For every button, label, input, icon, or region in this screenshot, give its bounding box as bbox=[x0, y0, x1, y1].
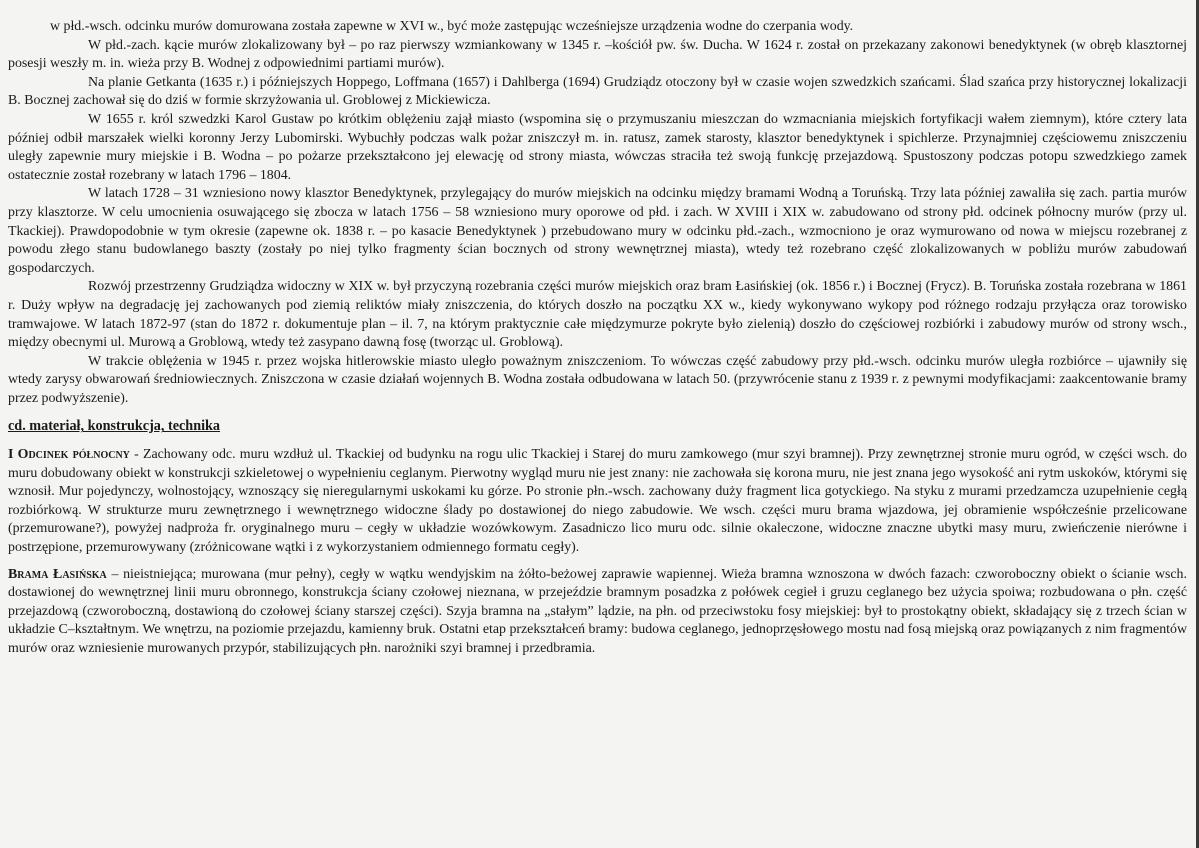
paragraph: W 1655 r. król szwedzki Karol Gustaw po krótkim oblężeniu zajął miasto (wspomina się o przymuszaniu mieszczan do wzmacniania miejskich fortyfikacji wałem ziemnym), które cztery lata później odbił marszałek wielki koronny Jerzy Lubomirski. Wybuchły podczas walk pożar zniszczył m. in. ratusz, zamek starosty, klasztor benedyktynek i spichlerze. Przynajmniej częściowemu zniszczeniu uległy zapewnie mury miejskie i B. Wodna – po pożarze przekształcono jej elewację od strony miasta, wówczas straciła też swoją funkcję przejazdową. Spustoszony podczas potopu szwedzkiego zamek ostatecznie został rozebrany w latach 1796 – 1804. bbox=[8, 111, 1187, 183]
section-heading: cd. materiał, konstrukcja, technika bbox=[8, 418, 221, 435]
section-text: - Zachowany odc. muru wzdłuż ul. Tkackiej od budynku na rogu ulic Tkackiej i Starej do muru zamkowego (mur szyi bramnej). Przy zewnętrznej stronie muru ogród, w części wsch. do muru dobudowany obiekt w konstrukcji szkieletowej o wypełnieniu ceglanym. Pierwotny wygląd muru nie jest znany: nie zachowała się korona muru, nie jest znana jego wysokość ani rytm uskoków, którymi się wznosił. Mur pojedynczy, wolnostojący, wznoszący się nieregularnymi uskokami ku górze. Po stronie płn.-wsch. zachowany duży fragment lica gotyckiego. Na styku z murami przedzamcza uzupełnienie cegłą rozbiórkową. W strukturze muru zewnętrznego i wewnętrznego widoczne ślady po dostawionej do niego zabudowie. We wsch. części muru brama wjazdowa, jej obramienie współcześnie przelicowane (przemurowane?), powyżej nadproża fr. oryginalnego muru – cegły w układzie wozówkowym. Zasadniczo lico muru odc. silnie okaleczone, widoczne znaczne ubytki masy muru, zwieńczenie nierówne i postrzępione, przemurowywany (zróżnicowane wątki i z wykorzystaniem odmiennego formatu cegły). bbox=[8, 447, 1187, 556]
paragraph: Na planie Getkanta (1635 r.) i późniejszych Hoppego, Loffmana (1657) i Dahlberga (1694) Grudziądz otoczony był w czasie wojen szwedzkich szańcami. Ślad szańca przy historycznej lokalizacji B. Bocznej zachował się do dziś w formie skrzyżowania ul. Groblowej z Mickiewicza. bbox=[8, 74, 1187, 109]
section-lasinska-gate bbox=[8, 566, 1187, 659]
paragraph: W latach 1728 – 31 wzniesiono nowy klasztor Benedyktynek, przylegający do murów miejskich na odcinku między bramami Wodną a Toruńską. Trzy lata później zawaliła się zach. partia murów przy klasztorze. W celu umocnienia osuwającego się zbocza w latach 1756 – 58 wzniesiono mury oporowe od płd. i zach. W XVIII i XIX w. zabudowano od strony płd. odcinek północny murów (przy ul. Tkackiej). Prawdopodobnie w tym okresie (zapewne ok. 1838 r. – po kasacie Benedyktynek ) przebudowano mury w odcinku płd.-zach., wzmocniono je oraz wymurowano od nowa w miejscu rozebranej z powodu złego stanu budowlanego baszty (zostały po niej tylko fragmenty ścian bocznych od strony wewnętrznej miasta), wtedy też rozebrano część zlokalizowanych w pobliżu murów zabudowań gospodarczych. bbox=[8, 186, 1187, 276]
paragraph: w płd.-wsch. odcinku murów domurowana została zapewne w XVI w., być może zastępując wcześniejsze urządzenia wodne do czerpania wody. bbox=[50, 19, 854, 34]
section-title: I Odcinek północny bbox=[8, 447, 130, 463]
section-title: Brama Łasińska bbox=[8, 566, 107, 582]
paragraph: Rozwój przestrzenny Grudziądza widoczny w XIX w. był przyczyną rozebrania części murów miejskich oraz bram Łasińskiej (ok. 1856 r.) i Bocznej (Frycz). B. Toruńska została rozebrana w 1861 r. Duży wpływ na degradację jej zachowanych pod ziemią reliktów miały zniszczenia, do których doszło na początku XX w., kiedy wykonywano wykopy pod różnego rodzaju przyłącza oraz torowisko tramwajowe. W latach 1872-97 (stan do 1872 r. dokumentuje plan – il. 7, na którym praktycznie całe międzymurze pokryte było zielenią) doszło do częściowej rozbiórki i zabudowy murów od strony wsch., między obecnymi ul. Murową a Groblową, wtedy też zasypano dawną fosę (tworząc ul. Groblową). bbox=[8, 279, 1187, 351]
paragraph: W trakcie oblężenia w 1945 r. przez wojska hitlerowskie miasto uległo poważnym zniszczeniom. To wówczas część zabudowy przy płd.-wsch. odcinku murów uległa rozbiórce – ujawniły się wtedy zarysy obwarowań średniowiecznych. Zniszczona w czasie działań wojennych B. Wodna została odbudowana w latach 50. (przywrócenie stanu z 1939 r. z pewnymi modyfikacjami: zaakcentowanie bramy przez podwyższenie). bbox=[8, 353, 1187, 406]
section-north-wall bbox=[8, 446, 1187, 558]
paragraph: W płd.-zach. kącie murów zlokalizowany był – po raz pierwszy wzmiankowany w 1345 r. –kościół pw. św. Ducha. W 1624 r. został on przekazany zakonowi benedyktynek (w obręb klasztornej posesji weszły m. in. wieża przy B. Wodnej z odpowiednimi partiami murów). bbox=[8, 37, 1187, 72]
section-text: – nieistniejąca; murowana (mur pełny), cegły w wątku wendyjskim na żółto-beżowej zaprawie wapiennej. Wieża bramna wznoszona w dwóch fazach: czworoboczny obiekt o ścianie wsch. dostawionej do wewnętrznej linii muru obronnego, konstrukcja ściany czołowej nieznana, w przejeździe bramnym posadzka z połówek cegieł i gruzu ceglanego bez użycia spoiwa; rozbudowana o płn. część przejazdową (czworoboczną, dostawioną do czołowej ściany starszej części). Szyja bramna na „stałym” lądzie, na płn. od przeciwstoku fosy miejskiej: był to prostokątny obiekt, składający się z trzech ścian w układzie C–kształtnym. We wnętrzu, na poziomie przejazdu, kamienny bruk. Ostatni etap przekształceń bramy: budowa ceglanego, jednoprzęsłowego mostu nad fosą miejską oraz powiązanych z nim fragmentów murów oraz wzniesienie murowanych przypór, stabilizujących płn. narożniki szyi bramnej i przedbramia. bbox=[8, 566, 1187, 656]
